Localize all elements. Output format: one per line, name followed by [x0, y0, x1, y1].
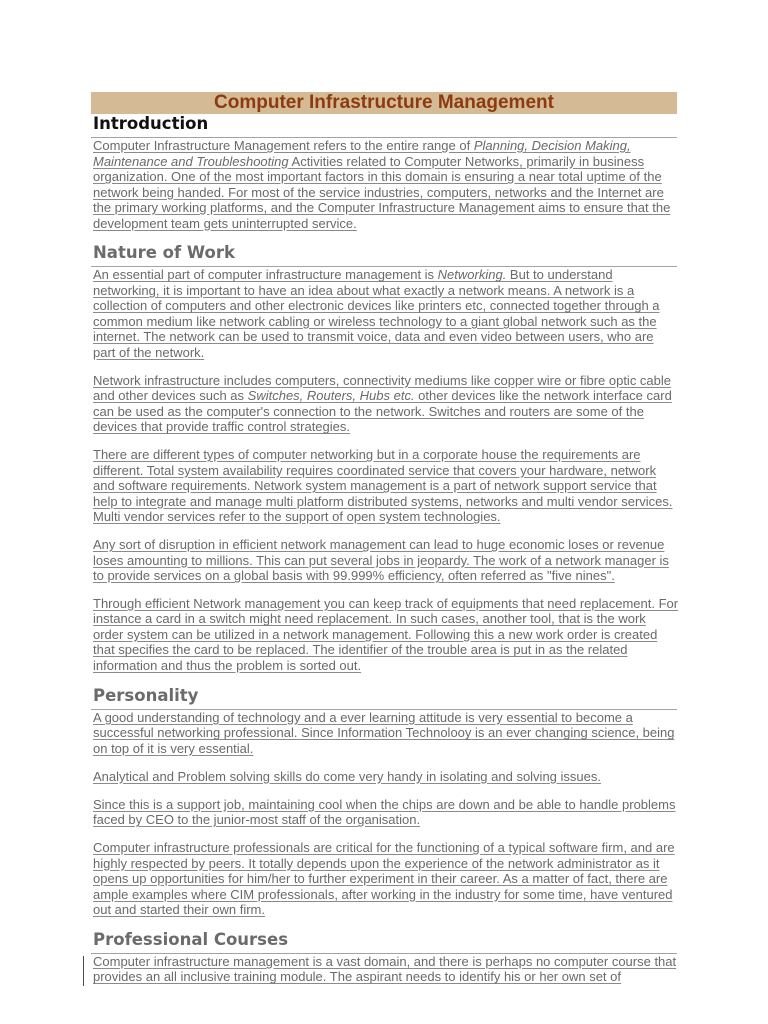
- text-line: opens up opportunities for him/her to further experiment in their career. As a matter of fact, there are: [93, 871, 668, 887]
- text-line: devices that provide traffic control strategies.: [93, 419, 350, 435]
- text-line: on top of it is very essential.: [93, 740, 254, 756]
- title-bar: [91, 92, 677, 114]
- section-heading: Introduction: [91, 114, 677, 138]
- text-line: faced by CEO to the junior-most staff of the organisation.: [93, 812, 421, 828]
- text-line: part of the network.: [93, 344, 205, 360]
- text-line: Network infrastructure includes computers, connectivity mediums like copper wire or fibre optic cable: [93, 372, 672, 388]
- text-line: [93, 138, 677, 154]
- text-line: that specifies the card to be replaced. The identifier of the trouble area is put in as the related: [93, 642, 628, 658]
- text-line: Multi vendor services refer to the support of open system technologies.: [93, 509, 501, 525]
- paragraph: [91, 138, 677, 231]
- text-run: and other devices such as: [93, 388, 248, 404]
- section-nature-of-work: [91, 243, 677, 673]
- document-body: [91, 114, 677, 985]
- text-line: the primary working platforms, and the Computer Infrastructure Management aims to ensure that the: [93, 200, 671, 215]
- text-line: Since this is a support job, maintaining cool when the chips are down and be able to handle problems: [93, 796, 676, 812]
- text-run: An essential part of computer infrastructure management is: [93, 267, 438, 283]
- italic-text-run: Planning, Decision Making,: [473, 138, 631, 153]
- text-line: different. Total system availability requires coordinated service that covers your hardware, network: [93, 462, 657, 478]
- paragraph: [91, 954, 677, 985]
- text-line: Analytical and Problem solving skills do come very handy in isolating and solving issues.: [93, 768, 601, 784]
- text-line: information and thus the problem is sorted out.: [93, 657, 362, 673]
- paragraph: [91, 769, 677, 785]
- italic-text-run: Switches, Routers, Hubs etc.: [247, 388, 415, 404]
- text-line: provides an all inclusive training module. The aspirant needs to identify his or her own set of: [93, 969, 621, 985]
- italic-text-run: Networking.: [437, 267, 507, 283]
- text-line: successful networking professional. Since Information Technolooy is an ever changing science, being: [93, 725, 675, 741]
- text-line: [93, 388, 677, 404]
- section-personality: [91, 686, 677, 918]
- text-line: ample examples where CIM professionals, after working in the industry for some time, have ventured: [93, 886, 673, 902]
- text-line: can be used as the computer's connection to the network. Switches and routers are some of the: [93, 403, 644, 419]
- text-run: Computer Infrastructure Management refers to the entire range of: [93, 138, 474, 153]
- text-line: A good understanding of technology and a ever learning attitude is very essential to become a: [93, 709, 633, 725]
- text-line: Any sort of disruption in efficient network management can lead to huge economic loses or revenue: [93, 537, 665, 553]
- document-content: [91, 92, 677, 997]
- paragraph: [91, 447, 677, 525]
- section-introduction: [91, 114, 677, 231]
- text-line: highly respected by peers. It totally depends upon the experience of the network administrator as it: [93, 855, 660, 871]
- text-line: network being handed. For most of the service industries, computers, networks and the Internet are: [93, 184, 664, 200]
- text-run: Activities related to Computer Networks, primarily in business: [288, 153, 645, 169]
- text-line: Computer infrastructure management is a vast domain, and there is perhaps no computer course that: [93, 953, 677, 969]
- text-line: Computer infrastructure professionals are critical for the functioning of a typical software firm, and are: [93, 840, 675, 856]
- page-title: Computer Infrastructure Management: [214, 92, 554, 113]
- text-line: There are different types of computer networking but in a corporate house the requirements are: [93, 447, 641, 463]
- text-line: loses amounting to millions. This can put several jobs in jeopardy. The work of a network manager is: [93, 552, 669, 568]
- text-line: [93, 154, 677, 170]
- text-line: development team gets uninterrupted service.: [93, 215, 357, 231]
- text-line: networking, it is important to have an idea about what exactly a network means. A network is a: [93, 282, 635, 298]
- text-line: and software requirements. Network system management is a part of network support service that: [93, 478, 657, 494]
- text-run: other devices like the network interface card: [414, 388, 672, 404]
- text-line: [93, 267, 677, 283]
- text-run: But to understand: [506, 267, 613, 283]
- paragraph: [91, 373, 677, 435]
- text-line: order system can be utilized in a network management. Following this a new work order is created: [93, 626, 658, 642]
- paragraph: [91, 596, 677, 674]
- section-heading: Nature of Work: [91, 243, 677, 267]
- text-line: help to integrate and manage multi platform distributed systems, networks and multi vendor services.: [93, 493, 673, 509]
- text-line: instance a card in a switch might need replacement. In such cases, another tool, that is the work: [93, 611, 646, 627]
- paragraph: [91, 267, 677, 360]
- text-line: out and started their own firm.: [93, 902, 265, 918]
- text-line: common medium like network cabling or wireless technology to a giant global network such as the: [93, 313, 657, 329]
- text-line: to provide services on a global basis with 99.999% efficiency, often referred as "five nines".: [93, 568, 615, 584]
- section-professional-courses: [91, 930, 677, 985]
- paragraph: [91, 797, 677, 828]
- paragraph: [91, 537, 677, 584]
- section-heading: Professional Courses: [91, 930, 677, 954]
- text-line: Through efficient Network management you can keep track of equipments that need replacement. For: [93, 595, 679, 611]
- text-line: internet. The network can be used to transmit voice, data and even video between users, who are: [93, 329, 654, 345]
- text-line: collection of computers and other electronic devices like printers etc, connected together through a: [93, 298, 660, 314]
- paragraph: [91, 710, 677, 757]
- italic-text-run: Maintenance and Troubleshooting: [93, 153, 289, 169]
- section-heading: Personality: [91, 686, 677, 710]
- text-line: organization. One of the most important factors in this domain is ensuring a near total uptime of the: [93, 169, 662, 184]
- paragraph: [91, 840, 677, 918]
- page-edge-rule: [83, 956, 84, 986]
